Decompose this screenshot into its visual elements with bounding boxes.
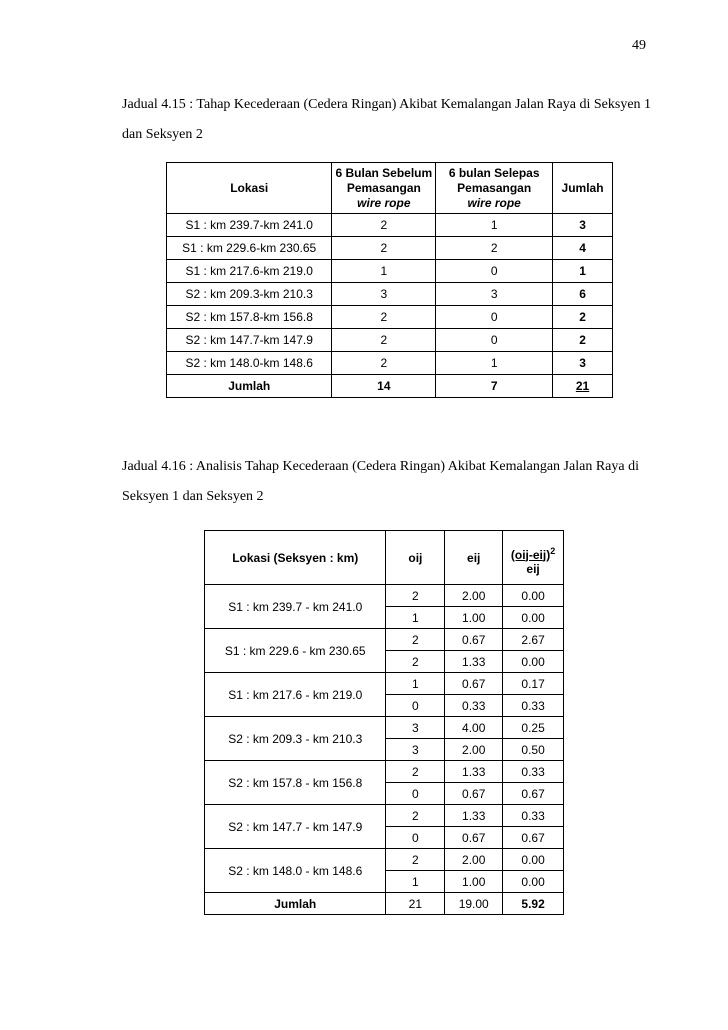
group-lokasi: S2 : km 157.8 - km 156.8 bbox=[205, 761, 386, 805]
table-row bbox=[167, 352, 613, 375]
cell-chi: 0.67 bbox=[503, 827, 564, 849]
table-row bbox=[205, 585, 564, 607]
cell-oij: 1 bbox=[386, 673, 445, 695]
cell-eij: 0.33 bbox=[445, 695, 503, 717]
total-label: Jumlah bbox=[167, 375, 332, 398]
cell-eij: 0.67 bbox=[445, 827, 503, 849]
cell-oij: 2 bbox=[386, 805, 445, 827]
header-selepas-line1: 6 bulan Selepas bbox=[448, 165, 540, 180]
group-lokasi: S2 : km 209.3 - km 210.3 bbox=[205, 717, 386, 761]
header-lokasi: Lokasi bbox=[167, 163, 332, 214]
header-sebelum-line3: wire rope bbox=[357, 195, 411, 210]
cell-sebelum: 2 bbox=[332, 352, 436, 375]
cell-oij: 0 bbox=[386, 783, 445, 805]
group-lokasi: S2 : km 148.0 - km 148.6 bbox=[205, 849, 386, 893]
total-eij: 19.00 bbox=[445, 893, 503, 915]
cell-eij: 2.00 bbox=[445, 739, 503, 761]
cell-sebelum: 1 bbox=[332, 260, 436, 283]
cell-oij: 2 bbox=[386, 585, 445, 607]
cell-selepas: 0 bbox=[436, 260, 553, 283]
cell-sebelum: 2 bbox=[332, 237, 436, 260]
cell-lokasi: S1 : km 239.7-km 241.0 bbox=[167, 214, 332, 237]
cell-eij: 2.00 bbox=[445, 585, 503, 607]
cell-eij: 1.00 bbox=[445, 871, 503, 893]
cell-selepas: 3 bbox=[436, 283, 553, 306]
table-row bbox=[167, 214, 613, 237]
total-sebelum: 14 bbox=[332, 375, 436, 398]
total-jumlah: 21 bbox=[553, 375, 613, 398]
header-selepas bbox=[436, 163, 553, 214]
total-oij: 21 bbox=[386, 893, 445, 915]
header-sebelum-line1: 6 Bulan Sebelum bbox=[335, 165, 433, 180]
cell-oij: 1 bbox=[386, 607, 445, 629]
cell-jumlah: 3 bbox=[553, 214, 613, 237]
cell-jumlah: 1 bbox=[553, 260, 613, 283]
cell-jumlah: 3 bbox=[553, 352, 613, 375]
cell-chi: 0.33 bbox=[503, 805, 564, 827]
total-label: Jumlah bbox=[205, 893, 386, 915]
cell-oij: 2 bbox=[386, 629, 445, 651]
cell-eij: 1.00 bbox=[445, 607, 503, 629]
cell-chi: 0.50 bbox=[503, 739, 564, 761]
table-row bbox=[167, 260, 613, 283]
cell-oij: 2 bbox=[386, 849, 445, 871]
formula-exponent: 2 bbox=[550, 545, 556, 556]
header-oij: oij bbox=[386, 531, 445, 585]
cell-lokasi: S2 : km 147.7-km 147.9 bbox=[167, 329, 332, 352]
cell-oij: 0 bbox=[386, 695, 445, 717]
cell-selepas: 1 bbox=[436, 214, 553, 237]
header-chi-formula bbox=[503, 531, 564, 585]
group-lokasi: S2 : km 147.7 - km 147.9 bbox=[205, 805, 386, 849]
cell-selepas: 0 bbox=[436, 306, 553, 329]
cell-eij: 4.00 bbox=[445, 717, 503, 739]
table2-total-row bbox=[205, 893, 564, 915]
table1-caption: Jadual 4.15 : Tahap Kecederaan (Cedera Ringan) Akibat Kemalangan Jalan Raya di Seksyen 1 dan Seksyen 2 bbox=[122, 97, 652, 142]
page-number: 49 bbox=[632, 38, 646, 53]
cell-chi: 0.00 bbox=[503, 849, 564, 871]
table2-caption: Jadual 4.16 : Analisis Tahap Kecederaan (Cedera Ringan) Akibat Kemalangan Jalan Raya di Seksyen 1 dan Seksyen 2 bbox=[122, 459, 639, 504]
cell-eij: 0.67 bbox=[445, 673, 503, 695]
cell-sebelum: 2 bbox=[332, 306, 436, 329]
group-lokasi: S1 : km 217.6 - km 219.0 bbox=[205, 673, 386, 717]
table1-header-row bbox=[167, 163, 613, 214]
cell-eij: 0.67 bbox=[445, 783, 503, 805]
table-row bbox=[205, 805, 564, 827]
group-lokasi: S1 : km 229.6 - km 230.65 bbox=[205, 629, 386, 673]
cell-chi: 0.25 bbox=[503, 717, 564, 739]
cell-lokasi: S2 : km 148.0-km 148.6 bbox=[167, 352, 332, 375]
cell-eij: 1.33 bbox=[445, 651, 503, 673]
table-row bbox=[205, 673, 564, 695]
cell-sebelum: 3 bbox=[332, 283, 436, 306]
cell-jumlah: 6 bbox=[553, 283, 613, 306]
table-row bbox=[205, 629, 564, 651]
cell-jumlah: 4 bbox=[553, 237, 613, 260]
table1 bbox=[166, 162, 613, 398]
header-selepas-line3: wire rope bbox=[467, 195, 521, 210]
cell-sebelum: 2 bbox=[332, 214, 436, 237]
table2 bbox=[204, 530, 564, 915]
header-lokasi-seksyen: Lokasi (Seksyen : km) bbox=[205, 531, 386, 585]
header-jumlah: Jumlah bbox=[553, 163, 613, 214]
cell-chi: 0.67 bbox=[503, 783, 564, 805]
table-row bbox=[205, 717, 564, 739]
table-row bbox=[205, 761, 564, 783]
table-row bbox=[167, 237, 613, 260]
cell-lokasi: S2 : km 157.8-km 156.8 bbox=[167, 306, 332, 329]
cell-jumlah: 2 bbox=[553, 306, 613, 329]
table-row bbox=[167, 283, 613, 306]
cell-oij: 0 bbox=[386, 827, 445, 849]
cell-selepas: 0 bbox=[436, 329, 553, 352]
cell-chi: 0.33 bbox=[503, 761, 564, 783]
cell-chi: 0.00 bbox=[503, 585, 564, 607]
group-lokasi: S1 : km 239.7 - km 241.0 bbox=[205, 585, 386, 629]
header-sebelum bbox=[332, 163, 436, 214]
cell-selepas: 2 bbox=[436, 237, 553, 260]
cell-lokasi: S2 : km 209.3-km 210.3 bbox=[167, 283, 332, 306]
cell-chi: 0.33 bbox=[503, 695, 564, 717]
cell-chi: 0.00 bbox=[503, 871, 564, 893]
cell-sebelum: 2 bbox=[332, 329, 436, 352]
cell-oij: 3 bbox=[386, 739, 445, 761]
total-chi: 5.92 bbox=[503, 893, 564, 915]
cell-chi: 0.00 bbox=[503, 651, 564, 673]
cell-oij: 3 bbox=[386, 717, 445, 739]
table-row bbox=[167, 306, 613, 329]
cell-eij: 1.33 bbox=[445, 761, 503, 783]
table-row bbox=[205, 849, 564, 871]
cell-oij: 1 bbox=[386, 871, 445, 893]
cell-oij: 2 bbox=[386, 651, 445, 673]
cell-selepas: 1 bbox=[436, 352, 553, 375]
cell-chi: 2.67 bbox=[503, 629, 564, 651]
header-selepas-line2: Pemasangan bbox=[457, 180, 532, 195]
table-row bbox=[167, 329, 613, 352]
header-sebelum-line2: Pemasangan bbox=[346, 180, 421, 195]
cell-lokasi: S1 : km 229.6-km 230.65 bbox=[167, 237, 332, 260]
cell-lokasi: S1 : km 217.6-km 219.0 bbox=[167, 260, 332, 283]
cell-chi: 0.17 bbox=[503, 673, 564, 695]
header-eij: eij bbox=[445, 531, 503, 585]
total-selepas: 7 bbox=[436, 375, 553, 398]
formula-numerator: (oij-eij) bbox=[510, 547, 551, 562]
cell-oij: 2 bbox=[386, 761, 445, 783]
cell-eij: 1.33 bbox=[445, 805, 503, 827]
table2-header-row bbox=[205, 531, 564, 585]
cell-eij: 2.00 bbox=[445, 849, 503, 871]
cell-eij: 0.67 bbox=[445, 629, 503, 651]
cell-jumlah: 2 bbox=[553, 329, 613, 352]
formula-denominator: eij bbox=[526, 561, 540, 576]
table1-total-row bbox=[167, 375, 613, 398]
cell-chi: 0.00 bbox=[503, 607, 564, 629]
